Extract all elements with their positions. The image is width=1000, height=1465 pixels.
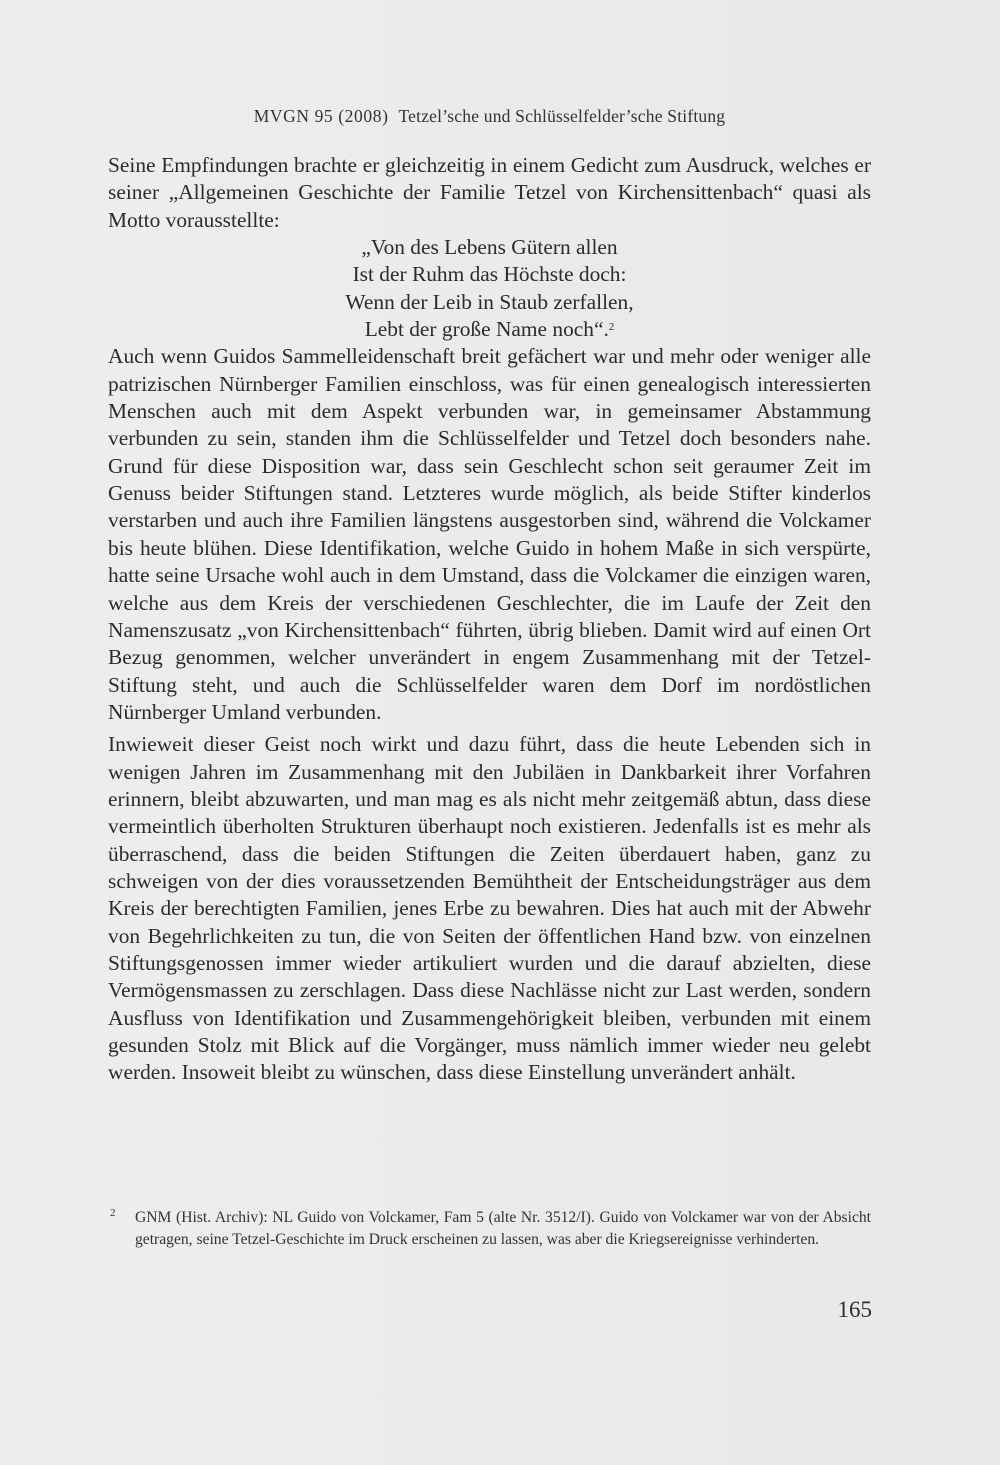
footnote-reference-2[interactable]: 2	[608, 321, 615, 334]
footnotes	[108, 1207, 871, 1251]
verse-block	[108, 234, 871, 343]
page-number: 165	[837, 1297, 872, 1322]
footnote-text: GNM (Hist. Archiv): NL Guido von Volckamer, Fam 5 (alte Nr. 3512/I). Guido von Volckamer war von der Absicht getragen, seine Tetzel-Geschichte im Druck erscheinen zu lassen, was aber die Kriegsereignisse verhinderten.	[135, 1209, 871, 1248]
running-head	[108, 106, 871, 127]
verse-line-2: Ist der Ruhm das Höchste doch:	[352, 262, 627, 287]
paragraph-2: Auch wenn Guidos Sammelleidenschaft breit gefächert war und mehr oder weniger alle patrizischen Nürnberger Familien einschloss, was für einen genealogisch interessierten Menschen auch mit dem Aspekt verbunden war, in gemeinsamer Abstammung verbunden zu sein, standen ihm die Schlüsselfelder und Tetzel doch besonders nahe. Grund für diese Disposition war, dass sein Geschlecht schon seit geraumer Zeit im Genuss beider Stiftungen stand. Letzteres wurde möglich, als beide Stifter kinderlos verstarben und auch ihre Familien längstens ausgestorben sind, während die Volckamer bis heute blühen. Diese Identifikation, welche Guido in hohem Maße in sich verspürte, hatte seine Ursache wohl auch in dem Umstand, dass die Volckamer die einzigen waren, welche aus dem Kreis der verschiedenen Geschlechter, die im Laufe der Zeit den Namenszusatz „von Kirchensittenbach“ führten, übrig blieben. Damit wird auf einen Ort Bezug genommen, welcher unverändert in engem Zusammenhang mit der Tetzel-Stiftung steht, und auch die Schlüsselfelder waren dem Dorf im nordöstlichen Nürnberger Umland verbunden.	[108, 344, 871, 724]
verse-line-4-text: Lebt der große Name noch“.	[364, 317, 609, 342]
paragraph-1: Seine Empfindungen brachte er gleichzeitig in einem Gedicht zum Ausdruck, welches er seiner „Allgemeinen Geschichte der Familie Tetzel von Kirchensittenbach“ quasi als Motto vorausstellte:	[108, 153, 871, 232]
body-text	[108, 152, 871, 1087]
running-head-title: Tetzel’sche und Schlüsselfelder’sche Stiftung	[398, 106, 726, 126]
verse-line-1: „Von des Lebens Gütern allen	[361, 235, 618, 260]
paragraph-3: Inwieweit dieser Geist noch wirkt und dazu führt, dass die heute Lebenden sich in wenigen Jahren im Zusammenhang mit den Jubiläen in Dankbarkeit ihrer Vorfahren erinnern, bleibt abzuwarten, und man mag es als nicht mehr zeitgemäß abtun, dass diese vermeintlich überholten Strukturen überhaupt noch existieren. Jedenfalls ist es mehr als überraschend, dass die beiden Stiftungen die Zeiten überdauert haben, ganz zu schweigen von der dies voraussetzenden Bemühtheit der Entscheidungsträger aus dem Kreis der berechtigten Familien, jenes Erbe zu bewahren. Dies hat auch mit der Abwehr von Begehrlichkeiten zu tun, die von Seiten der öffentlichen Hand bzw. von einzelnen Stiftungsgenossen immer wieder artikuliert wurden und die darauf abzielten, diese Vermögensmassen zu zerschlagen. Dass diese Nachlässe nicht zur Last werden, sondern Ausfluss von Identifikation und Zusammengehörigkeit bleiben, verbunden mit einem gesunden Stolz mit Blick auf die Vorgänger, muss nämlich immer wieder neu gelebt werden. Insoweit bleibt zu wünschen, dass diese Einstellung unverändert anhält.	[108, 732, 871, 1085]
footnote-mark: 2	[110, 1207, 116, 1219]
footnote-2	[108, 1207, 871, 1251]
running-head-journal: MVGN 95 (2008)	[253, 106, 389, 126]
verse-line-4	[108, 316, 871, 343]
verse-line-3: Wenn der Leib in Staub zerfallen,	[345, 289, 634, 314]
